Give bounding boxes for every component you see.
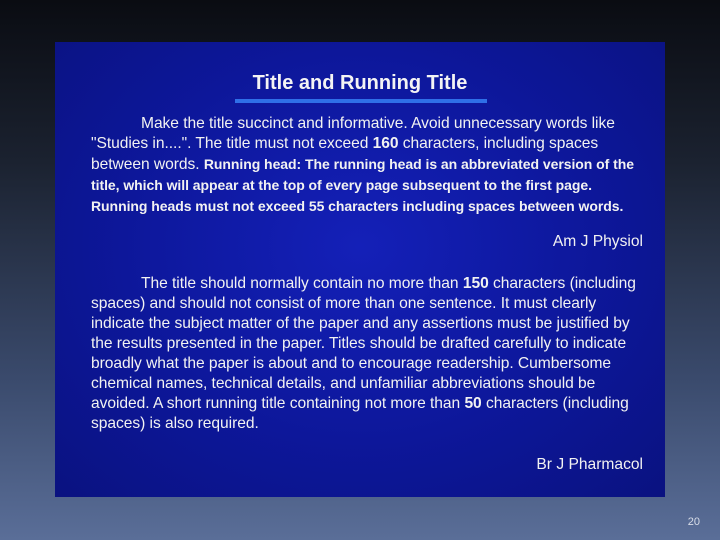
paragraph-am-j-physiol xyxy=(91,114,643,217)
slide-title: Title and Running Title xyxy=(252,72,468,94)
running-head-label: Running head: xyxy=(203,156,302,172)
source-am-j-physiol: Am J Physiol xyxy=(552,233,643,250)
para2-number-50: 50 xyxy=(464,395,482,412)
slide-panel xyxy=(55,42,665,497)
page-number: 20 xyxy=(687,516,700,528)
title-underline xyxy=(235,99,487,103)
source-br-j-pharmacol: Br J Pharmacol xyxy=(536,456,643,473)
para1-text-c: The running head is an abbreviated version of the title, which will appear at the top of every page subsequent to the first page. Running heads must not exceed 55 characters including spaces between words. xyxy=(91,156,634,214)
paragraph-br-j-pharmacol xyxy=(91,274,643,434)
para1-text-a: Make the title succinct and informative. Avoid unnecessary words like "Studies in....". The title must not exceed xyxy=(91,115,615,152)
para1-number-160: 160 xyxy=(372,135,399,152)
para2-number-150: 150 xyxy=(462,275,489,292)
para2-text-b: characters (including spaces) and should not consist of more than one sentence. It must clearly indicate the subject matter of the paper and any assertions must be justified by the results presented in the paper. Titles should be drafted carefully to indicate broadly what the paper is about and to encourage readership. Cumbersome chemical names, technical details, and unfamiliar abbreviations should be avoided. A short running title containing not more than xyxy=(91,275,636,412)
para2-text-c: characters (including spaces) is also required. xyxy=(91,395,629,432)
para2-text-a: The title should normally contain no more than xyxy=(141,275,463,292)
para1-text-b: characters, including spaces between words. xyxy=(91,135,599,173)
